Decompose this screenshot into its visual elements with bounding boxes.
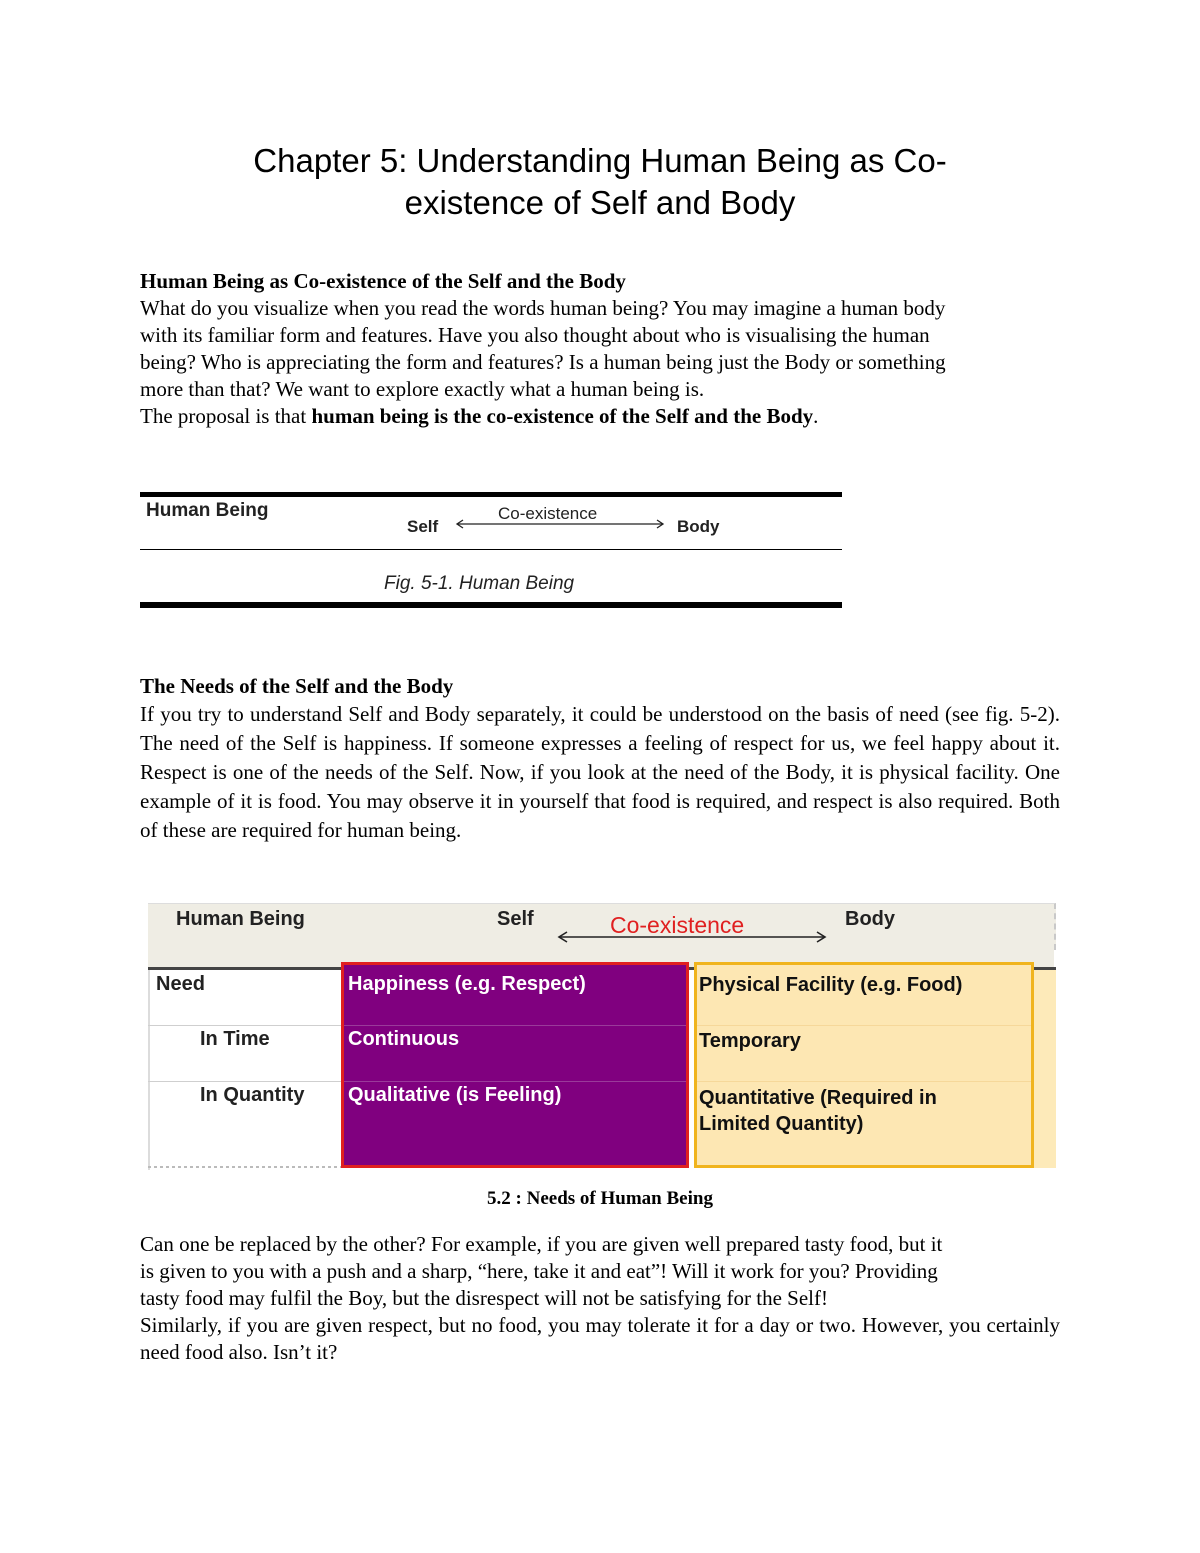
figure-human-being bbox=[140, 490, 842, 610]
proposal-prefix: The proposal is that bbox=[140, 404, 312, 428]
body-in-quantity-line-2: Limited Quantity) bbox=[699, 1113, 864, 1135]
coexistence-label: Co-existence bbox=[498, 504, 598, 523]
column-divider bbox=[344, 1025, 686, 1026]
self-in-time: Continuous bbox=[348, 1028, 460, 1050]
double-arrow-icon bbox=[454, 518, 666, 530]
double-arrow-icon bbox=[556, 930, 828, 944]
row-label-in-time: In Time bbox=[200, 1028, 270, 1050]
row-label-in-quantity: In Quantity bbox=[200, 1084, 305, 1106]
row-label-need: Need bbox=[156, 973, 205, 995]
section-replacement bbox=[140, 1231, 1060, 1366]
proposal-suffix: . bbox=[813, 404, 819, 428]
header-self: Self bbox=[497, 908, 534, 930]
proposal-sentence bbox=[140, 403, 1060, 430]
self-in-quantity: Qualitative (is Feeling) bbox=[348, 1084, 562, 1106]
column-divider bbox=[697, 1025, 1031, 1026]
header-human-being: Human Being bbox=[176, 908, 305, 930]
header-body: Body bbox=[845, 908, 895, 930]
table-right-fill bbox=[1034, 970, 1056, 1168]
paragraph-line: more than that? We want to explore exactly what a human being is. bbox=[140, 377, 705, 401]
column-divider bbox=[344, 1081, 686, 1082]
section-heading: Human Being as Co-existence of the Self and the Body bbox=[140, 269, 626, 293]
self-needs-column bbox=[341, 962, 689, 1168]
figure-caption: Fig. 5-1. Human Being bbox=[384, 573, 575, 594]
self-need: Happiness (e.g. Respect) bbox=[348, 973, 586, 995]
body-in-quantity bbox=[699, 1085, 937, 1137]
section-human-being bbox=[140, 268, 1060, 430]
paragraph-line: is given to you with a push and a sharp, “here, take it and eat”! Will it work for you? Providing bbox=[140, 1259, 938, 1283]
body-in-time: Temporary bbox=[699, 1030, 801, 1052]
paragraph: If you try to understand Self and Body separately, it could be understood on the basis of need (see fig. 5-2). The need of the Self is happiness. If someone expresses a feeling of respect for us, we feel happy about it. Respect is one of the needs of the Self. Now, if you look at the need of the Body, it is physical facility. One example of it is food. You may observe it in yourself that food is required, and respect is also required. Both of these are required for human being. bbox=[140, 702, 1060, 842]
paragraph: Similarly, if you are given respect, but no food, you may tolerate it for a day or two. However, you certainly need food also. Isn’t it? bbox=[140, 1313, 1060, 1364]
paragraph-line: tasty food may fulfil the Boy, but the disrespect will not be satisfying for the Self! bbox=[140, 1286, 829, 1310]
page-title bbox=[140, 140, 1060, 224]
paragraph-line: with its familiar form and features. Have you also thought about who is visualising the human bbox=[140, 323, 930, 347]
header-coexistence: Co-existence bbox=[610, 912, 745, 938]
paragraph-line: being? Who is appreciating the form and features? Is a human being just the Body or something bbox=[140, 350, 946, 374]
paragraph-line: What do you visualize when you read the words human being? You may imagine a human body bbox=[140, 296, 946, 320]
self-label: Self bbox=[407, 517, 439, 536]
column-divider bbox=[697, 1081, 1031, 1082]
figure-label: Human Being bbox=[146, 500, 269, 521]
row-divider bbox=[148, 1025, 341, 1026]
table-left-border bbox=[148, 970, 150, 1170]
body-need: Physical Facility (e.g. Food) bbox=[699, 974, 963, 996]
title-line-1: Chapter 5: Understanding Human Being as Co- bbox=[253, 142, 947, 179]
row-divider bbox=[148, 1081, 341, 1082]
figure-caption: 5.2 : Needs of Human Being bbox=[487, 1188, 713, 1209]
body-needs-column bbox=[694, 962, 1034, 1168]
figure-rule-middle bbox=[140, 549, 842, 550]
body-label: Body bbox=[677, 517, 720, 536]
body-in-quantity-line-1: Quantitative (Required in bbox=[699, 1087, 937, 1109]
section-heading: The Needs of the Self and the Body bbox=[140, 674, 454, 698]
figure-rule-top bbox=[140, 492, 842, 497]
paragraph-line: Can one be replaced by the other? For example, if you are given well prepared tasty food, but it bbox=[140, 1232, 943, 1256]
section-needs bbox=[140, 673, 1060, 845]
table-bottom-border bbox=[148, 1166, 341, 1168]
figure-needs-table bbox=[148, 900, 1056, 1170]
proposal-emphasis: human being is the co-existence of the Self and the Body bbox=[311, 404, 814, 428]
title-line-2: existence of Self and Body bbox=[404, 184, 796, 221]
figure-rule-bottom bbox=[140, 602, 842, 608]
